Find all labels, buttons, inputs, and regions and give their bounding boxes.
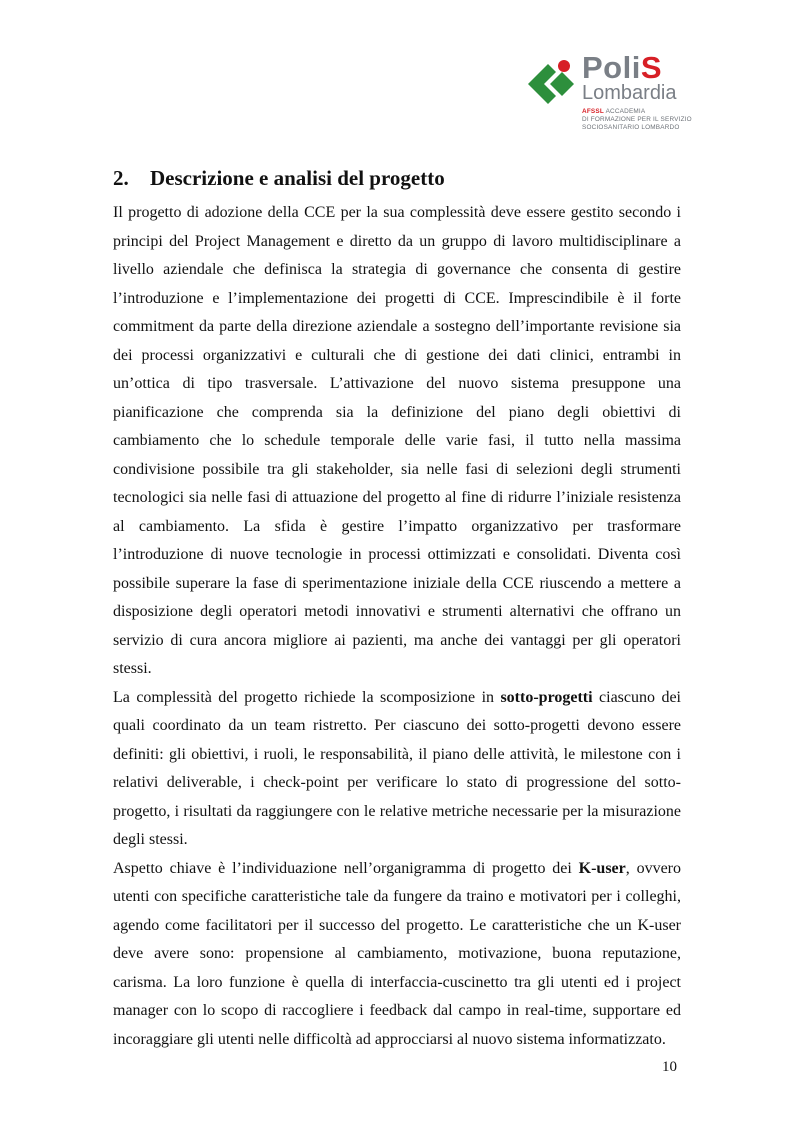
page-number: 10	[662, 1059, 677, 1075]
logo-subtitle-line1: AFSSL ACCADEMIA	[582, 108, 646, 115]
bold-sotto-progetti: sotto-progetti	[500, 688, 593, 706]
section-title: Descrizione e analisi del progetto	[150, 166, 445, 190]
paragraph-governance: Il progetto di adozione della CCE per la sua complessità deve essere gestito secondo i principi del Project Management e diretto da un gruppo di lavoro multidisciplinare a livello aziendale che definisca la strategia di governance che consenta di gestire l’introduzione e l’implementazione dei progetti di CCE. Imprescindibile è il forte commitment da parte della direzione aziendale a sostegno dell’importante revisione sia dei processi organizzativi e culturali che di gestione dei dati clinici, entrambi in un’ottica di tipo trasversale. L’attivazione del nuovo sistema presuppone una pianificazione che comprenda sia la definizione del piano degli obiettivi di cambiamento che lo schedule temporale delle varie fasi, il tutto nella massima condivisione possibile tra gli stakeholder, sia nelle fasi di selezioni degli strumenti tecnologici sia nelle fasi di attuazione del progetto al fine di ridurre l’iniziale resistenza al cambiamento. La sfida è gestire l’impatto organizzativo per trasformare l’introduzione di nuove tecnologie in processi ottimizzati e consolidati. Diventa così possibile superare la fase di sperimentazione iniziale della CCE riuscendo a mettere a disposizione degli operatori metodi innovativi e strumenti alternativi che offrano un servizio di cura ancora migliore ai pazienti, ma anche dei vantaggi per gli operatori stessi.	[113, 204, 681, 677]
logo-subtitle-line2: DI FORMAZIONE PER IL SERVIZIO	[582, 116, 692, 123]
logo-region: Lombardia	[582, 82, 677, 104]
paragraph-sotto-progetti: La complessità del progetto richiede la scomposizione in sotto-progetti ciascuno dei quali coordinato da un team ristretto. Per ciascuno dei sotto-progetti devono essere definiti: gli obiettivi, i ruoli, le responsabilità, il piano delle attività, le milestone con i relativi deliverable, i check-point per verificare lo stato di progressione del sotto-progetto, i risultati da raggiungere con le relative metriche necessarie per la misurazione degli stessi.	[113, 688, 681, 848]
paragraph-k-user: Aspetto chiave è l’individuazione nell’organigramma di progetto dei K-user, ovvero utenti con specifiche caratteristiche tale da fungere da traino e motivatori per i colleghi, agendo come facilitatori per il successo del progetto. Le caratteristiche che un K-user deve avere sono: propensione al cambiamento, motivazione, buona reputazione, carisma. La loro funzione è quella di interfaccia-cuscinetto tra gli utenti ed i project manager con lo scopo di raccogliere i feedback dal campo in real-time, supportare ed incoraggiare gli utenti nelle difficoltà ad approcciarsi al nuovo sistema informatizzato.	[113, 859, 681, 1048]
section-heading	[113, 164, 445, 192]
logo-wordmark: PoliS	[582, 50, 663, 85]
section-number: 2.	[113, 166, 129, 190]
polis-mark-icon	[526, 58, 580, 112]
logo-subtitle-line3: SOCIOSANITARIO LOMBARDO	[582, 124, 680, 131]
bold-k-user: K-user	[578, 859, 626, 877]
polis-lombardia-logo	[526, 52, 706, 136]
body-text	[113, 199, 681, 1054]
